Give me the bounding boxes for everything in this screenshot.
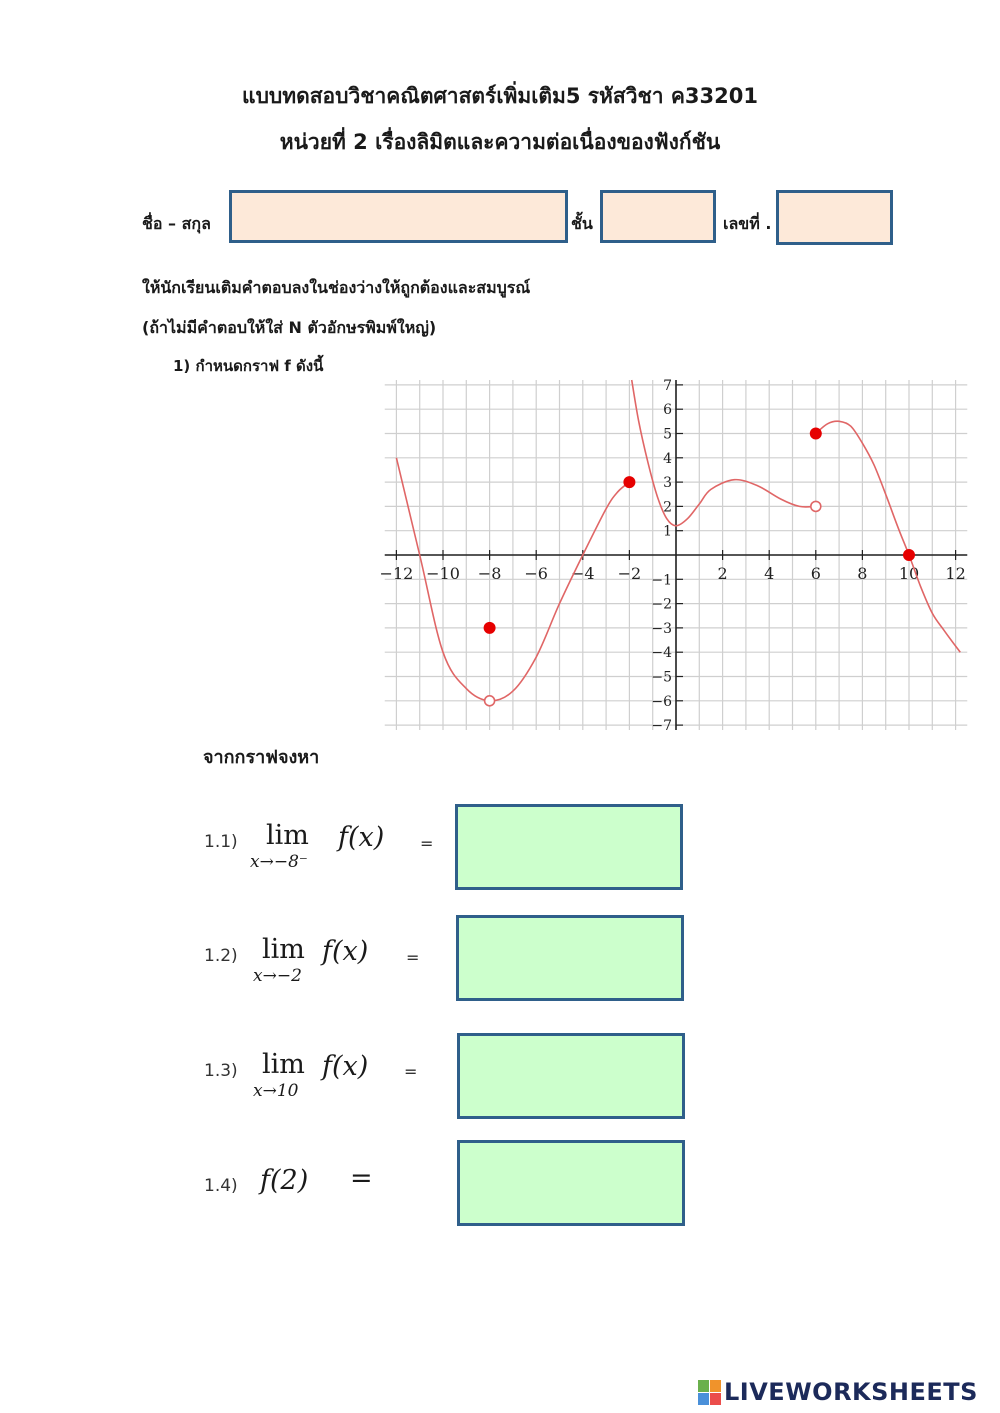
y-tick-label: −5 xyxy=(651,669,672,686)
question-number-1-4: 1.4) xyxy=(204,1176,238,1196)
y-tick-label: 5 xyxy=(663,426,672,443)
y-tick-label: 7 xyxy=(663,377,672,394)
lim-subscript-1-1: x→−8⁻ xyxy=(250,852,308,872)
lim-symbol-1-2: lim xyxy=(262,934,305,965)
equals-sign-1-2: = xyxy=(406,948,420,967)
y-tick-label: 2 xyxy=(663,499,672,516)
filled-point xyxy=(484,622,495,633)
question-number-1-1: 1.1) xyxy=(204,832,238,852)
name-field[interactable] xyxy=(229,190,568,243)
name-label: ชื่อ – สกุล xyxy=(142,214,211,233)
x-tick-label: −2 xyxy=(617,564,642,583)
filled-point xyxy=(904,550,915,561)
question-1-prompt: 1) กำหนดกราฟ f ดังนี้ xyxy=(173,357,324,375)
function-expression-1-2: f(x) xyxy=(322,936,369,967)
lim-symbol-1-1: lim xyxy=(266,820,309,851)
y-tick-label: −4 xyxy=(651,645,672,662)
equals-sign-1-4: = xyxy=(350,1163,373,1194)
from-graph-heading: จากกราฟจงหา xyxy=(203,747,320,768)
x-tick-label: 6 xyxy=(810,564,821,583)
page-subtitle: หน่วยที่ 2 เรื่องลิมิตและความต่อเนื่องของฟังก์ชัน xyxy=(279,130,721,154)
lim-subscript-1-2: x→−2 xyxy=(253,966,302,986)
x-tick-label: −6 xyxy=(524,564,548,583)
equals-sign-1-3: = xyxy=(404,1062,418,1081)
answer-box-1-3[interactable] xyxy=(457,1033,685,1119)
number-field[interactable] xyxy=(776,190,893,245)
open-point xyxy=(811,501,821,511)
x-tick-label: −12 xyxy=(380,564,414,583)
lim-subscript-1-3: x→10 xyxy=(253,1081,299,1101)
curve-middle xyxy=(632,377,816,526)
x-tick-label: −8 xyxy=(477,564,502,583)
x-tick-label: 8 xyxy=(857,564,868,583)
liveworksheets-brand: LIVEWORKSHEETS xyxy=(724,1378,978,1406)
instruction-line-2: (ถ้าไม่มีคำตอบให้ใส่ N ตัวอักษรพิมพ์ใหญ่) xyxy=(142,318,437,337)
x-tick-label: 12 xyxy=(945,564,966,583)
open-point xyxy=(485,696,495,706)
y-tick-label: 3 xyxy=(663,475,672,492)
function-expression-1-3: f(x) xyxy=(322,1051,369,1082)
question-number-1-3: 1.3) xyxy=(204,1061,238,1081)
function-graph xyxy=(380,375,970,737)
y-tick-label: −6 xyxy=(651,693,672,710)
y-tick-label: −1 xyxy=(651,572,672,589)
x-tick-label: 2 xyxy=(717,564,728,583)
y-tick-label: −2 xyxy=(651,596,672,613)
question-number-1-2: 1.2) xyxy=(204,946,238,966)
y-tick-label: 6 xyxy=(663,402,672,419)
graph-axes xyxy=(385,377,968,730)
graph-tick-labels xyxy=(380,378,966,734)
function-expression-1-1: f(x) xyxy=(338,822,385,853)
lim-symbol-1-3: lim xyxy=(262,1049,305,1080)
x-tick-label: 10 xyxy=(898,564,920,583)
answer-box-1-1[interactable] xyxy=(455,804,683,890)
x-tick-label: −4 xyxy=(571,564,595,583)
instruction-line-1: ให้นักเรียนเติมคำตอบลงในช่องว่างให้ถูกต้องและสมบูรณ์ xyxy=(142,278,531,297)
x-tick-label: 4 xyxy=(764,564,775,583)
filled-point xyxy=(810,428,821,439)
filled-point xyxy=(624,477,635,488)
y-tick-label: 1 xyxy=(663,523,672,540)
function-expression-1-4: f(2) xyxy=(260,1165,309,1196)
number-label: เลขที่ . xyxy=(723,214,772,233)
answer-box-1-2[interactable] xyxy=(456,915,684,1001)
answer-box-1-4[interactable] xyxy=(457,1140,685,1226)
equals-sign-1-1: = xyxy=(420,834,434,853)
y-tick-label: 4 xyxy=(663,450,672,467)
curve-right xyxy=(816,421,961,652)
y-tick-label: −7 xyxy=(651,718,672,735)
liveworksheets-logo-icon xyxy=(698,1380,722,1406)
x-tick-label: −10 xyxy=(426,564,460,583)
y-tick-label: −3 xyxy=(651,620,672,637)
page-title: แบบทดสอบวิชาคณิตศาสตร์เพิ่มเติม5 รหัสวิชา ค33201 xyxy=(242,84,758,108)
class-field[interactable] xyxy=(600,190,716,243)
class-label: ชั้น xyxy=(571,214,593,233)
